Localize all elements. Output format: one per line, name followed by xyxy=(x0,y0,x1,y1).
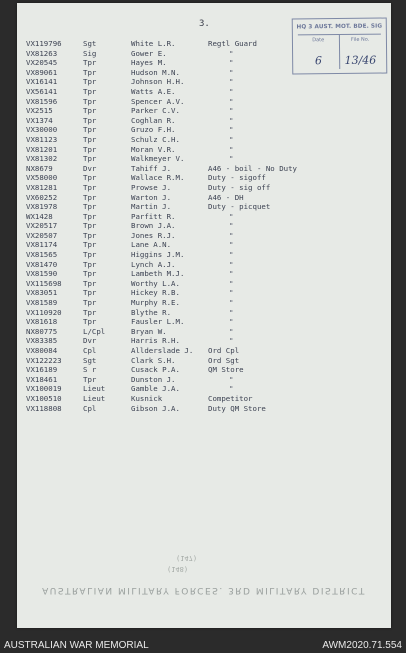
service-number: VX81470 xyxy=(26,259,58,269)
stamp-date-label: Date xyxy=(312,37,325,44)
surname-initials: Spencer A.V. xyxy=(131,96,185,106)
service-number: VX81618 xyxy=(26,317,58,327)
rank: Tpr xyxy=(83,125,97,135)
surname-initials: Allderslade J. xyxy=(131,346,194,355)
service-number: VX20517 xyxy=(26,221,58,231)
rank: Tpr xyxy=(83,192,97,202)
surname-initials: Watts A.E. xyxy=(131,86,176,96)
roster-row xyxy=(26,260,387,270)
service-number: VX81589 xyxy=(26,298,58,308)
rank: Tpr xyxy=(83,374,97,384)
ditto-mark: " xyxy=(229,154,234,164)
rank: Tpr xyxy=(83,230,97,240)
ditto-mark: " xyxy=(229,125,234,135)
footer-accession-number: AWM2020.71.554 xyxy=(322,640,402,651)
ditto-mark: " xyxy=(229,144,234,154)
roster-row xyxy=(26,106,387,116)
service-number: VX81281 xyxy=(26,182,58,192)
rank: Tpr xyxy=(83,134,97,144)
ditto-mark: " xyxy=(229,269,234,279)
rank: Dvr xyxy=(83,336,97,346)
ditto-mark: " xyxy=(229,58,234,68)
rank: Tpr xyxy=(83,221,97,231)
roster-row xyxy=(26,154,387,164)
roster-row xyxy=(26,183,387,193)
service-number: VX110920 xyxy=(26,307,62,317)
surname-initials: Fausler L.M. xyxy=(131,317,185,327)
surname-initials: Prowse J. xyxy=(131,182,172,192)
surname-initials: Schulz C.H. xyxy=(131,134,180,144)
footer-institution: AUSTRALIAN WAR MEMORIAL xyxy=(4,640,149,651)
surname-initials: Wallace R.M. xyxy=(131,173,185,183)
rank: Tpr xyxy=(83,173,97,183)
surname-initials: Harris R.H. xyxy=(131,336,180,346)
duty-remark: Competitor xyxy=(208,393,253,403)
roster-row xyxy=(26,77,387,87)
ditto-mark: " xyxy=(229,317,234,327)
surname-initials: Johnson H.H. xyxy=(131,77,185,87)
stamp-file-label: File No. xyxy=(351,36,370,43)
service-number: VX56141 xyxy=(26,86,58,96)
surname-initials: Parker C.V. xyxy=(131,106,180,116)
service-number: VX1374 xyxy=(26,115,53,125)
ditto-mark: " xyxy=(229,96,234,106)
duty-remark: Ord Sgt xyxy=(208,355,240,365)
surname-initials: Worthy L.A. xyxy=(131,278,180,288)
roster-row xyxy=(26,87,387,97)
rank: Tpr xyxy=(83,154,97,164)
surname-initials: Dunston J. xyxy=(131,374,176,384)
footer-bar xyxy=(0,638,406,653)
roster-row xyxy=(26,193,387,203)
surname-initials: Cusack P.A. xyxy=(131,365,180,375)
surname-initials: Clark S.H. xyxy=(131,355,176,365)
roster-row xyxy=(26,288,387,298)
service-number: VX115698 xyxy=(26,278,62,288)
ditto-mark: " xyxy=(229,259,234,269)
rank: Dvr xyxy=(83,163,97,173)
rank: Cpl xyxy=(83,346,97,355)
surname-initials: Walkmeyer V. xyxy=(131,154,185,164)
rank: Tpr xyxy=(83,278,97,288)
surname-initials: Tahiff J. xyxy=(131,163,172,173)
surname-initials: Hickey R.B. xyxy=(131,288,180,298)
roster-row xyxy=(26,346,387,356)
document-page xyxy=(17,3,391,628)
service-number: VX100019 xyxy=(26,384,62,394)
service-number: VX16141 xyxy=(26,77,58,87)
duty-remark: Ord Cpl xyxy=(208,346,240,355)
surname-initials: Brown J.A. xyxy=(131,221,176,231)
rank: Tpr xyxy=(83,58,97,68)
rank: Lieut xyxy=(83,393,106,403)
ditto-mark: " xyxy=(229,250,234,260)
surname-initials: Gibson J.A. xyxy=(131,403,180,413)
roster-row xyxy=(26,365,387,375)
rank: Tpr xyxy=(83,259,97,269)
service-number: VX60252 xyxy=(26,192,58,202)
roster-row xyxy=(26,164,387,174)
rank: Tpr xyxy=(83,115,97,125)
roster-row xyxy=(26,231,387,241)
roster-row xyxy=(26,327,387,337)
ditto-mark: " xyxy=(229,288,234,298)
service-number: VX81590 xyxy=(26,269,58,279)
service-number: VX81978 xyxy=(26,202,58,212)
rank: Tpr xyxy=(83,269,97,279)
service-number: VX18461 xyxy=(26,374,58,384)
roster-row xyxy=(26,308,387,318)
roster-row xyxy=(26,116,387,126)
rank: Tpr xyxy=(83,67,97,77)
surname-initials: Kusnick xyxy=(131,393,163,403)
surname-initials: Hayes M. xyxy=(131,58,167,68)
roster-row xyxy=(26,336,387,346)
ditto-mark: " xyxy=(229,326,234,336)
stamp-file-value: 13/46 xyxy=(344,53,377,67)
service-number: VX20545 xyxy=(26,58,58,68)
service-number: NX8679 xyxy=(26,163,53,173)
service-number: VX16189 xyxy=(26,365,58,375)
rank: Tpr xyxy=(83,77,97,87)
rank: Sig xyxy=(83,48,97,58)
ditto-mark: " xyxy=(229,106,234,116)
surname-initials: Lane A.N. xyxy=(131,240,172,250)
surname-initials: Murphy R.E. xyxy=(131,298,180,308)
roster-row xyxy=(26,269,387,279)
rank: Tpr xyxy=(83,182,97,192)
surname-initials: Coghlan R. xyxy=(131,115,176,125)
ditto-mark: " xyxy=(229,221,234,231)
surname-initials: Hudson M.N. xyxy=(131,67,180,77)
service-number: VX118808 xyxy=(26,403,62,413)
surname-initials: Jones R.J. xyxy=(131,230,176,240)
ditto-mark: " xyxy=(229,211,234,221)
ditto-mark: " xyxy=(229,230,234,240)
ditto-mark: " xyxy=(229,134,234,144)
service-number: VX100510 xyxy=(26,393,62,403)
roster-row xyxy=(26,404,387,414)
service-number: VX81302 xyxy=(26,154,58,164)
ditto-mark: " xyxy=(229,374,234,384)
service-number: VX58000 xyxy=(26,173,58,183)
surname-initials: Lynch A.J. xyxy=(131,259,176,269)
rank: Sgt xyxy=(83,39,97,48)
roster-row xyxy=(26,36,387,49)
ditto-mark: " xyxy=(229,298,234,308)
surname-initials: Warton J. xyxy=(131,192,172,202)
ditto-mark: " xyxy=(229,67,234,77)
ditto-mark: " xyxy=(229,336,234,346)
ditto-mark: " xyxy=(229,307,234,317)
roster-row xyxy=(26,298,387,308)
duty-remark: Duty - picquet xyxy=(208,202,271,212)
surname-initials: Gower E. xyxy=(131,48,167,58)
stamp-date-value: 6 xyxy=(314,54,322,68)
service-number: VX81565 xyxy=(26,250,58,260)
roster-row xyxy=(26,202,387,212)
service-number: NX80775 xyxy=(26,326,58,336)
roster-row xyxy=(26,375,387,385)
rank: Tpr xyxy=(83,211,97,221)
roster-row xyxy=(26,173,387,183)
service-number: WX1428 xyxy=(26,211,53,221)
stamp-header: HQ 3 AUST. MOT. BDE. SIG xyxy=(296,23,383,31)
service-number: VX80084 xyxy=(26,346,58,355)
service-number: VX83051 xyxy=(26,288,58,298)
ditto-mark: " xyxy=(229,86,234,96)
roster-row xyxy=(26,58,387,68)
rank: Tpr xyxy=(83,202,97,212)
roster-row xyxy=(26,356,387,366)
surname-initials: Gruzo F.H. xyxy=(131,125,176,135)
service-number: VX119796 xyxy=(26,39,62,48)
rank: Lieut xyxy=(83,384,106,394)
roster-row xyxy=(26,97,387,107)
ditto-mark: " xyxy=(229,77,234,87)
surname-initials: Parfitt R. xyxy=(131,211,176,221)
ditto-mark: " xyxy=(229,384,234,394)
duty-remark: A46 - DH xyxy=(208,192,244,202)
duty-remark: A46 - boil - No Duty xyxy=(208,163,297,173)
rank: Cpl xyxy=(83,403,97,413)
roster-row xyxy=(26,317,387,327)
service-number: VX81123 xyxy=(26,134,58,144)
surname-initials: Martin J. xyxy=(131,202,172,212)
duty-remark: Regtl Guard xyxy=(208,39,257,48)
service-number: VX81174 xyxy=(26,240,58,250)
duty-remark: Duty QM Store xyxy=(208,403,266,413)
service-number: VX20507 xyxy=(26,230,58,240)
rank: Tpr xyxy=(83,106,97,116)
ditto-mark: " xyxy=(229,240,234,250)
roster-row xyxy=(26,240,387,250)
service-number: VX2515 xyxy=(26,106,53,116)
surname-initials: Bryan W. xyxy=(131,326,167,336)
rank: Tpr xyxy=(83,250,97,260)
surname-initials: White L.R. xyxy=(131,39,176,48)
bleed-through-note-2: (148) xyxy=(167,565,189,573)
roster-row xyxy=(26,125,387,135)
service-number: VX30000 xyxy=(26,125,58,135)
rank: Tpr xyxy=(83,298,97,308)
duty-remark: Duty - sigoff xyxy=(208,173,266,183)
service-number: VX81596 xyxy=(26,96,58,106)
rank: Tpr xyxy=(83,86,97,96)
ditto-mark: " xyxy=(229,48,234,58)
roster-row xyxy=(26,279,387,289)
rank: Tpr xyxy=(83,307,97,317)
roster-row xyxy=(26,135,387,145)
duty-remark: QM Store xyxy=(208,365,244,375)
service-number: VX81201 xyxy=(26,144,58,154)
service-number: VX81263 xyxy=(26,48,58,58)
bleed-through-heading: AUSTRALIAN MILITARY FORCES. 3RD MILITARY DISTRICT xyxy=(42,585,366,595)
roster-row xyxy=(26,212,387,222)
duty-remark: Duty - sig off xyxy=(208,182,271,192)
rank: Tpr xyxy=(83,288,97,298)
surname-initials: Moran V.R. xyxy=(131,144,176,154)
service-number: VX83385 xyxy=(26,336,58,346)
ditto-mark: " xyxy=(229,278,234,288)
surname-initials: Lambeth M.J. xyxy=(131,269,185,279)
rank: S r xyxy=(83,365,97,375)
roster-row xyxy=(26,221,387,231)
page-number: 3. xyxy=(199,19,210,29)
service-number: VX89061 xyxy=(26,67,58,77)
roster-row xyxy=(26,68,387,78)
roster-row xyxy=(26,250,387,260)
rank: Sgt xyxy=(83,355,97,365)
bleed-through-note-1: (147) xyxy=(176,554,198,562)
rank: Tpr xyxy=(83,144,97,154)
rank: Tpr xyxy=(83,240,97,250)
rank: Tpr xyxy=(83,96,97,106)
service-number: VX122223 xyxy=(26,355,62,365)
roster-row xyxy=(26,49,387,59)
roster-row xyxy=(26,394,387,404)
personnel-roster xyxy=(26,36,387,413)
rank: Tpr xyxy=(83,317,97,327)
surname-initials: Gamble J.A. xyxy=(131,384,180,394)
surname-initials: Blythe R. xyxy=(131,307,172,317)
ditto-mark: " xyxy=(229,115,234,125)
surname-initials: Higgins J.M. xyxy=(131,250,185,260)
roster-row xyxy=(26,145,387,155)
rank: L/Cpl xyxy=(83,326,106,336)
roster-row xyxy=(26,384,387,394)
